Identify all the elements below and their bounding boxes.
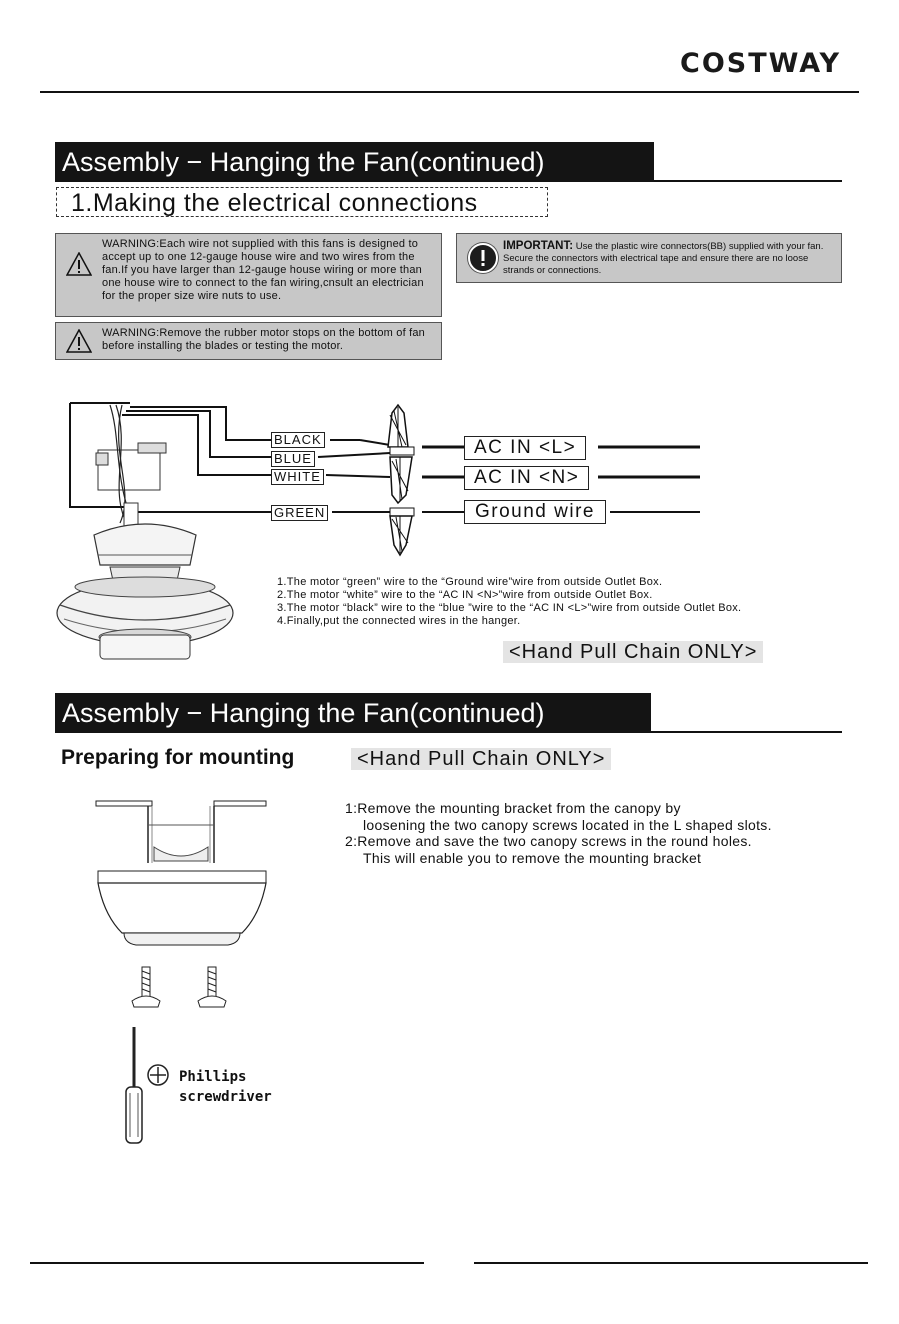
brand-logo: COSTWAY [680, 48, 842, 79]
instruction-1: 1:Remove the mounting bracket from the canopy by [345, 800, 681, 816]
footer-rule-right [474, 1262, 868, 1264]
hanger-tab [138, 443, 166, 453]
wire-label-green: GREEN [271, 505, 328, 521]
important-label: IMPORTANT: [503, 240, 574, 252]
wire-label-white: WHITE [271, 469, 324, 485]
screwdriver-label [179, 1067, 272, 1107]
ground-wire-label: Ground wire [464, 500, 606, 524]
header-rule [40, 91, 859, 93]
preparing-for-mounting-label: Preparing for mounting [61, 746, 295, 769]
step-4: 4.Finally,put the connected wires in the hanger. [277, 615, 521, 627]
warning-text-wires: WARNING:Each wire not supplied with this fans is designed to accept up to one 12-gauge house wire and two wires from the fan.If you have larger than 12-gauge house wiring or more than one house wire to connect to the fan wiring,cnsult an electrician for the proper size wire nuts to use. [102, 238, 424, 302]
phillips-head-icon [146, 1063, 170, 1087]
step-3: 3.The motor “black” wire to the “blue ”wire to the “AC IN <L>”wire from outside Outlet Box. [277, 602, 742, 614]
wire-label-blue: BLUE [271, 451, 315, 467]
instruction-2-cont: This will enable you to remove the mounting bracket [363, 849, 702, 866]
important-box [456, 233, 842, 283]
warning-box-wires [55, 233, 442, 317]
wire-connector-ground [390, 508, 414, 555]
section1-subtitle: 1.Making the electrical connections [56, 187, 548, 217]
warning-triangle-icon [66, 329, 92, 353]
wiring-diagram [50, 395, 710, 675]
important-text: Use the plastic wire connectors(BB) supplied with your fan. Secure the connectors with electrical tape and ensure there are no loose strands or connections. [503, 241, 824, 276]
canopy-screw-right [198, 967, 226, 1007]
screwdriver [126, 1027, 142, 1143]
screwdriver-label-line2: screwdriver [179, 1089, 272, 1105]
section2-title: Assembly − Hanging the Fan(continued) [55, 693, 651, 733]
mounting-instructions [345, 800, 825, 866]
step-1: 1.The motor “green” wire to the “Ground wire”wire from outside Outlet Box. [277, 576, 663, 588]
mounting-bracket [96, 801, 266, 863]
canopy [98, 871, 266, 945]
hand-pull-chain-note-2: <Hand Pull Chain ONLY> [351, 748, 611, 770]
exclamation-icon [468, 243, 498, 273]
hand-pull-chain-note: <Hand Pull Chain ONLY> [503, 641, 763, 663]
footer-rule-left [30, 1262, 424, 1264]
section1-title-line [654, 180, 842, 182]
screwdriver-label-line1: Phillips [179, 1069, 247, 1085]
wire-connector-upper [388, 405, 414, 455]
warning-triangle-icon [66, 252, 92, 276]
wire-label-black: BLACK [271, 432, 325, 448]
wire-connector-middle [390, 457, 412, 503]
warning-box-motor-stops [55, 322, 442, 360]
fan-canopy [94, 524, 196, 565]
canopy-screw-left [132, 967, 160, 1007]
section2-title-line [651, 731, 842, 733]
step-2: 2.The motor “white” wire to the “AC IN <N>”wire from outside Outlet Box. [277, 589, 653, 601]
warning-text-motor-stops: WARNING:Remove the rubber motor stops on the bottom of fan before installing the blades or testing the motor. [102, 327, 425, 352]
connection-steps [277, 576, 807, 628]
instruction-2: 2:Remove and save the two canopy screws in the round holes. [345, 833, 752, 849]
ac-in-neutral-label: AC IN <N> [464, 466, 589, 490]
instruction-1-cont: loosening the two canopy screws located in the L shaped slots. [363, 816, 772, 833]
ac-in-line-label: AC IN <L> [464, 436, 586, 460]
fan-light-cap [100, 635, 190, 659]
section1-title: Assembly − Hanging the Fan(continued) [55, 142, 654, 182]
